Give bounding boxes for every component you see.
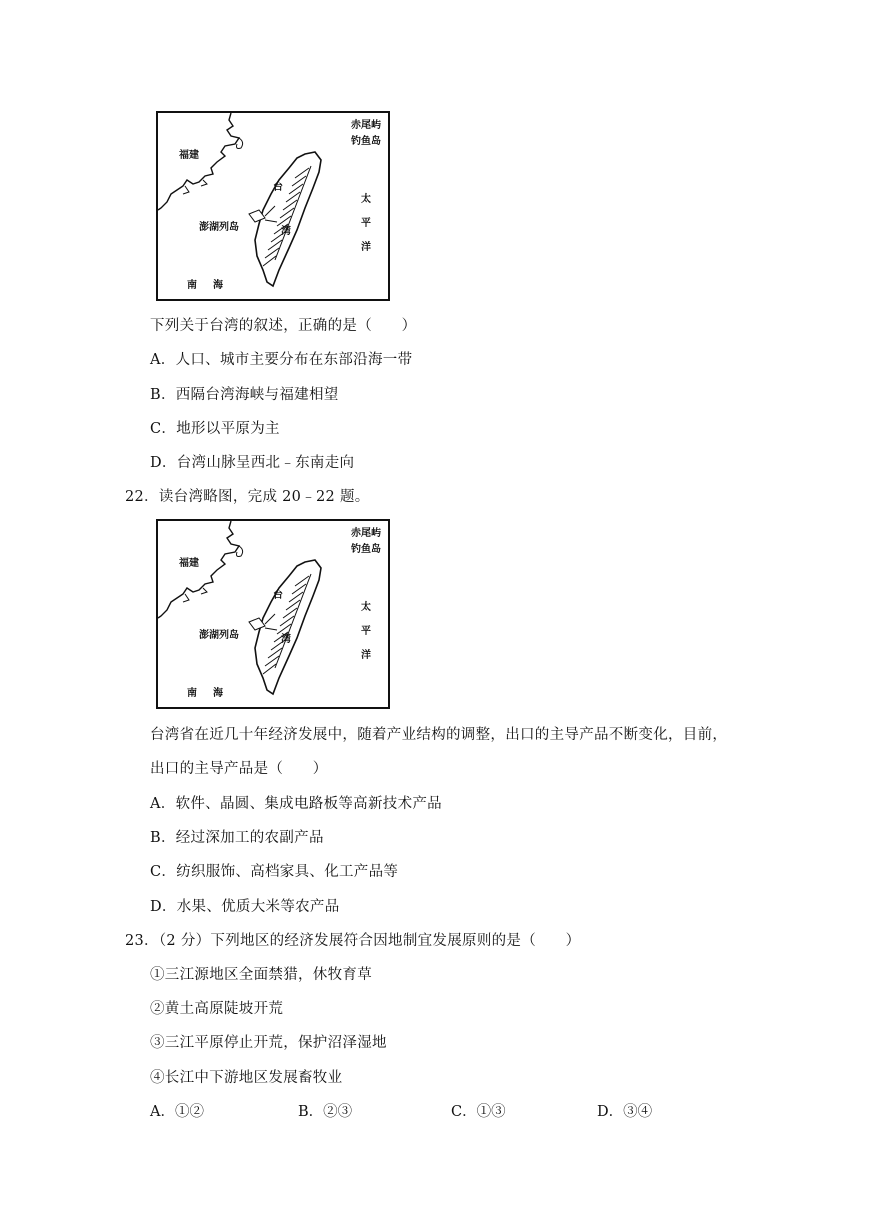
q23-item-3: ③三江平原停止开荒，保护沼泽湿地 (150, 1035, 387, 1051)
q22-option-c[interactable]: C．纺织服饰、高档家具、化工产品等 (150, 864, 399, 880)
q23-choice-c[interactable]: C．①③ (451, 1104, 506, 1120)
chiwei-label: 赤尾屿 (351, 528, 381, 539)
wan-label: 湾 (281, 634, 291, 645)
q21-option-b[interactable]: B．西隔台湾海峡与福建相望 (150, 387, 339, 403)
taiwan-map-1 (155, 110, 391, 302)
q21-stem: 下列关于台湾的叙述，正确的是（ ） (150, 318, 417, 334)
fujian-label: 福建 (179, 150, 199, 161)
taiwan-map-2 (155, 518, 391, 710)
chiwei-label: 赤尾屿 (351, 120, 381, 131)
q22-stem-line-2: 出口的主导产品是（ ） (150, 761, 328, 777)
q22-option-d[interactable]: D．水果、优质大米等农产品 (150, 899, 340, 915)
fujian-label: 福建 (179, 558, 199, 569)
south-sea-label-2: 海 (213, 280, 223, 291)
q23-item-4: ④长江中下游地区发展畜牧业 (150, 1070, 343, 1086)
q23-stem: 23．（2 分）下列地区的经济发展符合因地制宜发展原则的是（ ） (125, 933, 581, 949)
south-sea-label-1: 南 (187, 280, 197, 291)
tai-label: 台 (273, 590, 283, 601)
penghu-label: 澎湖列岛 (199, 222, 239, 233)
wan-label: 湾 (281, 226, 291, 237)
q21-option-c[interactable]: C．地形以平原为主 (150, 421, 280, 437)
q23-choice-a[interactable]: A．①② (150, 1104, 204, 1120)
taiwan-map-graphic (155, 110, 391, 302)
q22-intro: 22．读台湾略图，完成 20﹣22 题。 (125, 489, 370, 505)
q21-option-a[interactable]: A．人口、城市主要分布在东部沿海一带 (150, 352, 413, 368)
q23-choice-d[interactable]: D．③④ (597, 1104, 653, 1120)
pacific-label-3: 洋 (361, 242, 371, 253)
q22-option-a[interactable]: A．软件、晶圆、集成电路板等高新技术产品 (150, 796, 442, 812)
q22-stem-line-1: 台湾省在近几十年经济发展中，随着产业结构的调整，出口的主导产品不断变化，目前， (150, 727, 728, 743)
pacific-label-1: 太 (361, 194, 371, 205)
q23-choice-b[interactable]: B．②③ (298, 1104, 353, 1120)
q21-option-d[interactable]: D．台湾山脉呈西北﹣东南走向 (150, 455, 355, 471)
pacific-label-3: 洋 (361, 650, 371, 661)
pacific-label-2: 平 (361, 626, 371, 637)
south-sea-label-2: 海 (213, 688, 223, 699)
diaoyu-label: 钓鱼岛 (351, 544, 381, 555)
q23-item-2: ②黄土高原陡坡开荒 (150, 1001, 284, 1017)
tai-label: 台 (273, 182, 283, 193)
diaoyu-label: 钓鱼岛 (351, 136, 381, 147)
pacific-label-1: 太 (361, 602, 371, 613)
pacific-label-2: 平 (361, 218, 371, 229)
penghu-label: 澎湖列岛 (199, 630, 239, 641)
taiwan-map-graphic (155, 518, 391, 710)
q22-option-b[interactable]: B．经过深加工的农副产品 (150, 830, 324, 846)
south-sea-label-1: 南 (187, 688, 197, 699)
q23-item-1: ①三江源地区全面禁猎，休牧育草 (150, 967, 372, 983)
